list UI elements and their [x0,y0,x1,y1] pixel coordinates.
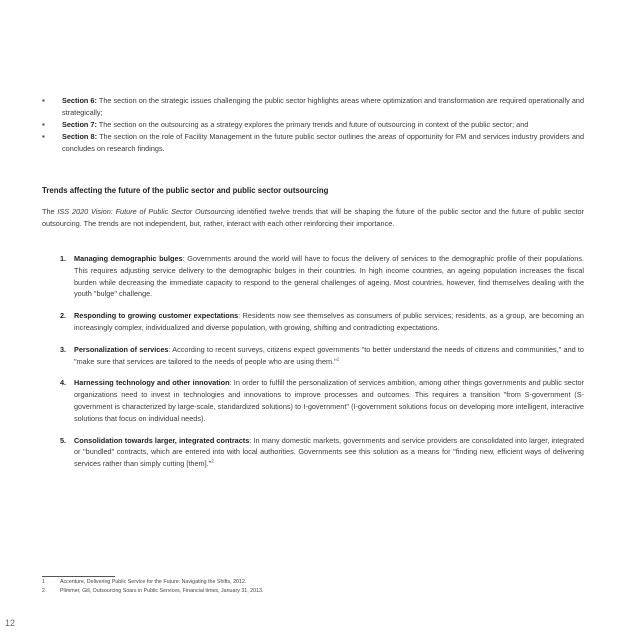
bullet-section-7 [42,119,584,131]
trend-title: Responding to growing customer expectations [74,311,239,321]
intro-title-italic: ISS 2020 Vision: Future of Public Sector Outsourcing [57,207,235,216]
trend-list [60,253,584,470]
section-heading: Trends affecting the future of the public sector and public sector outsourcing [42,186,329,195]
trend-number: 4. [60,378,67,388]
bullet-label: Section 6: [62,96,97,105]
bullet-text: The section on the role of Facility Management in the future public sector outlines the areas of opportunity for FM and services industry providers and concludes on research findings. [62,132,585,154]
footnote-ref: 2 [211,458,214,464]
bullet-section-6 [42,95,584,119]
bullet-label: Section 7: [62,120,97,130]
bullet-text: The section on the strategic issues challenging the public sector highlights areas where optimization and transformation are required operationally and strategically; [62,96,585,117]
footnote-divider [42,576,115,577]
footnote-text: Plimmer, Gill, Outsourcing Soars in Public Services, Financial times, January 31, 2013. [60,588,264,595]
footnotes [42,578,584,596]
trend-text: : In order to fulfill the personalization of services ambition, among other things governments and public sector organizations need to invest in technologies and innovations to improve processes and outcomes. This requires a transition "from S-government (S-government is characterized by large-scale, standardized solutions) to I-government" (I-government solutions focus on developing more intelligent, interactive solutions that focus on individual needs). [74,378,585,423]
trend-number: 5. [60,435,67,445]
trend-text: : Residents now see themselves as consumers of public services; residents, as a group, are becoming an increasingly complex, individualized and diverse population, with growing, shifting and contradicting expectations. [74,311,584,332]
footnote-number: 1 [42,579,45,585]
footnote [42,587,584,596]
section-bullet-list [42,95,584,155]
page-number: 12 [5,618,16,628]
intro-post: identified twelve trends that will be shaping the future of the public sector and the future of public sector outsourcing. The trends are not independent, but, rather, interact with each other reinforcing their importance. [42,207,584,228]
trend-title: Personalization of services [74,344,169,354]
bullet-text: The section on the outsourcing as a strategy explores the primary trends and future of outsourcing in context of the public sector; and [96,120,529,130]
footnote-number: 2 [42,588,45,595]
trend-item [60,435,584,470]
trend-text: : According to recent surveys, citizens expect governments "to better understand the needs of citizens and communities," and to "make sure that services are tailored to the needs of people who are using them." [74,344,584,366]
trend-item [60,253,584,300]
trend-title: Managing demographic bulges [74,254,183,263]
trend-number: 1. [60,254,67,263]
footnote-ref: 1 [336,356,340,362]
bullet-icon: ▪ [42,120,45,130]
trend-item [60,310,584,334]
footnote [42,578,584,587]
intro-paragraph [42,206,584,230]
trend-text: : Governments around the world will have to focus the delivery of services to the demographic profile of their populations. This requires adjusting service delivery to the demographic bulges in their countries. In high income countries, an ageing population increases the fiscal burden while decreasing the immediate capacity to respond to the general challenges of ageing. Most countries, however, find themselves dealing with the youth "bulge" challenge. [74,254,585,299]
footnote-text: Accenture, Delivering Public Service for the Future: Navigating the Shifts, 2012. [60,579,247,585]
bullet-section-8 [42,131,584,155]
intro-pre: The [42,207,58,216]
trend-number: 2. [60,311,67,321]
bullet-icon: ▪ [42,132,45,142]
trend-item [60,344,584,368]
trend-item [60,377,584,424]
bullet-icon: ▪ [42,96,45,105]
bullet-label: Section 8: [62,132,98,142]
trend-title: Harnessing technology and other innovation [74,378,230,388]
trend-number: 3. [60,344,67,354]
trend-title: Consolidation towards larger, integrated contracts [74,435,250,445]
trend-text: : In many domestic markets, governments and service providers are consolidated into larger, integrated or "bundled" contracts, which are entered into with local authorities. Governments see this solution as a means for "finding new, efficient ways of delivering services rather than simply cutting [them]." [74,435,584,469]
